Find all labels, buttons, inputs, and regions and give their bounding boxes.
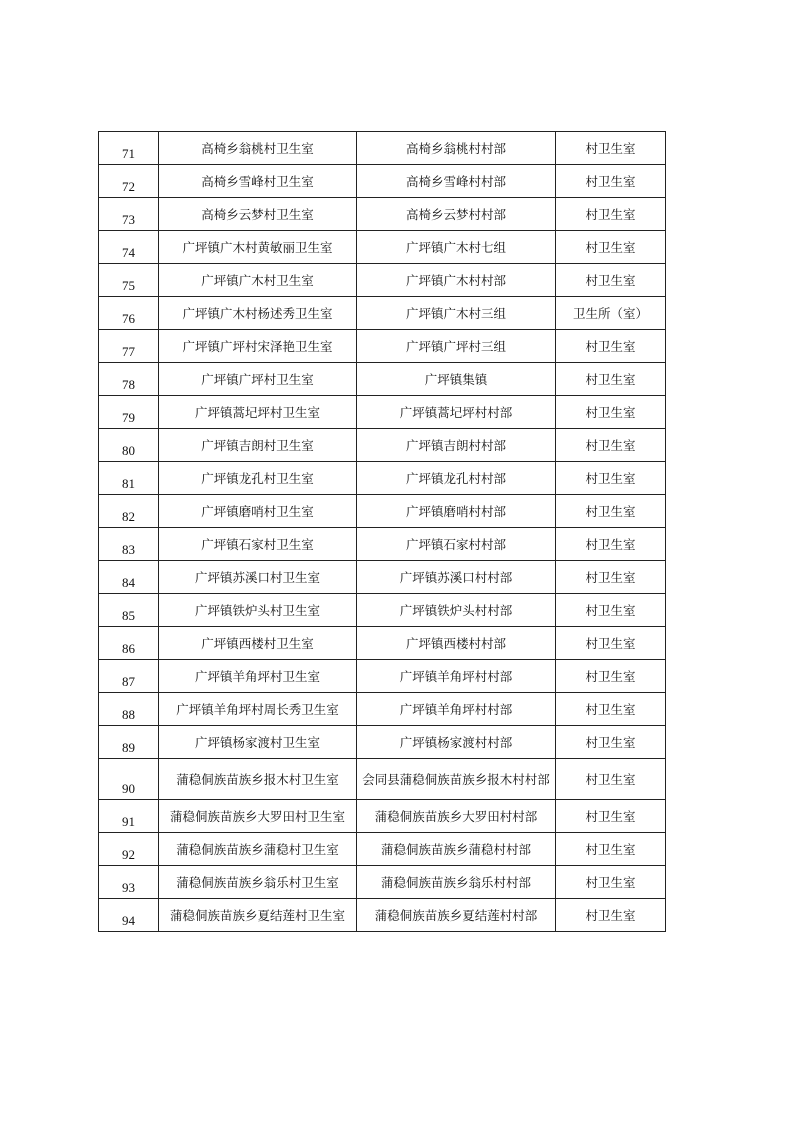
- clinic-name: 广坪镇苏溪口村卫生室: [159, 561, 357, 594]
- row-number: 91: [99, 800, 159, 833]
- row-number: 85: [99, 594, 159, 627]
- row-number: 72: [99, 165, 159, 198]
- clinic-address: 广坪镇蒿圮坪村村部: [357, 396, 556, 429]
- clinic-address: 高椅乡翁桃村村部: [357, 132, 556, 165]
- clinic-type: 村卫生室: [556, 330, 666, 363]
- row-number: 84: [99, 561, 159, 594]
- clinic-address: 高椅乡云梦村村部: [357, 198, 556, 231]
- table-row: [99, 231, 666, 264]
- row-number: 80: [99, 429, 159, 462]
- table-row: [99, 561, 666, 594]
- clinic-type: 村卫生室: [556, 264, 666, 297]
- clinic-name: 蒲稳侗族苗族乡报木村卫生室: [159, 759, 357, 800]
- clinic-name: 高椅乡雪峰村卫生室: [159, 165, 357, 198]
- clinic-type: 村卫生室: [556, 627, 666, 660]
- table-row: [99, 866, 666, 899]
- clinic-address: 广坪镇广木村村部: [357, 264, 556, 297]
- clinic-name: 广坪镇羊角坪村卫生室: [159, 660, 357, 693]
- row-number: 81: [99, 462, 159, 495]
- clinic-type: 村卫生室: [556, 363, 666, 396]
- clinic-address: 广坪镇广坪村三组: [357, 330, 556, 363]
- table-row: [99, 396, 666, 429]
- clinic-name: 广坪镇西楼村卫生室: [159, 627, 357, 660]
- table-row: [99, 198, 666, 231]
- row-number: 75: [99, 264, 159, 297]
- clinic-name: 广坪镇广木村杨述秀卫生室: [159, 297, 357, 330]
- clinic-type: 村卫生室: [556, 833, 666, 866]
- clinic-address: 蒲稳侗族苗族乡翁乐村村部: [357, 866, 556, 899]
- clinic-name: 蒲稳侗族苗族乡大罗田村卫生室: [159, 800, 357, 833]
- clinic-address: 蒲稳侗族苗族乡大罗田村村部: [357, 800, 556, 833]
- table-row: [99, 495, 666, 528]
- clinic-name: 广坪镇石家村卫生室: [159, 528, 357, 561]
- clinic-address: 蒲稳侗族苗族乡夏结莲村村部: [357, 899, 556, 932]
- row-number: 71: [99, 132, 159, 165]
- row-number: 87: [99, 660, 159, 693]
- table-row: [99, 528, 666, 561]
- clinic-address: 广坪镇苏溪口村村部: [357, 561, 556, 594]
- table-row: [99, 330, 666, 363]
- clinic-name: 高椅乡云梦村卫生室: [159, 198, 357, 231]
- clinic-type: 村卫生室: [556, 660, 666, 693]
- clinic-type: 村卫生室: [556, 528, 666, 561]
- table-row: [99, 264, 666, 297]
- clinic-name: 广坪镇吉朗村卫生室: [159, 429, 357, 462]
- clinic-type: 村卫生室: [556, 800, 666, 833]
- clinic-type: 村卫生室: [556, 561, 666, 594]
- row-number: 90: [99, 759, 159, 800]
- table-row: [99, 693, 666, 726]
- clinic-address: 广坪镇铁炉头村村部: [357, 594, 556, 627]
- clinic-address: 广坪镇集镇: [357, 363, 556, 396]
- row-number: 76: [99, 297, 159, 330]
- clinic-type: 村卫生室: [556, 462, 666, 495]
- clinic-type: 村卫生室: [556, 198, 666, 231]
- clinic-address: 广坪镇广木村三组: [357, 297, 556, 330]
- clinic-name: 广坪镇广坪村卫生室: [159, 363, 357, 396]
- row-number: 88: [99, 693, 159, 726]
- table-row: [99, 297, 666, 330]
- row-number: 77: [99, 330, 159, 363]
- row-number: 78: [99, 363, 159, 396]
- clinic-name: 广坪镇龙孔村卫生室: [159, 462, 357, 495]
- clinic-name: 广坪镇磨哨村卫生室: [159, 495, 357, 528]
- clinic-name: 广坪镇铁炉头村卫生室: [159, 594, 357, 627]
- row-number: 73: [99, 198, 159, 231]
- row-number: 92: [99, 833, 159, 866]
- table-row: [99, 594, 666, 627]
- clinic-address: 高椅乡雪峰村村部: [357, 165, 556, 198]
- clinic-address: 蒲稳侗族苗族乡蒲稳村村部: [357, 833, 556, 866]
- clinic-name: 广坪镇广木村卫生室: [159, 264, 357, 297]
- clinic-type: 村卫生室: [556, 899, 666, 932]
- table-body: [99, 132, 666, 932]
- clinic-name: 蒲稳侗族苗族乡蒲稳村卫生室: [159, 833, 357, 866]
- clinic-name: 蒲稳侗族苗族乡翁乐村卫生室: [159, 866, 357, 899]
- row-number: 79: [99, 396, 159, 429]
- table-row: [99, 165, 666, 198]
- clinic-type: 村卫生室: [556, 726, 666, 759]
- row-number: 83: [99, 528, 159, 561]
- row-number: 86: [99, 627, 159, 660]
- clinic-address: 会同县蒲稳侗族苗族乡报木村村部: [357, 759, 556, 800]
- table-row: [99, 800, 666, 833]
- row-number: 74: [99, 231, 159, 264]
- table-row: [99, 660, 666, 693]
- clinic-table: [98, 131, 666, 932]
- table-row: [99, 899, 666, 932]
- table-row: [99, 759, 666, 800]
- clinic-name: 高椅乡翁桃村卫生室: [159, 132, 357, 165]
- clinic-type: 村卫生室: [556, 429, 666, 462]
- clinic-type: 卫生所（室）: [556, 297, 666, 330]
- clinic-type: 村卫生室: [556, 594, 666, 627]
- clinic-type: 村卫生室: [556, 759, 666, 800]
- clinic-type: 村卫生室: [556, 231, 666, 264]
- clinic-address: 广坪镇广木村七组: [357, 231, 556, 264]
- clinic-type: 村卫生室: [556, 693, 666, 726]
- table-row: [99, 363, 666, 396]
- table-row: [99, 627, 666, 660]
- clinic-address: 广坪镇杨家渡村村部: [357, 726, 556, 759]
- row-number: 93: [99, 866, 159, 899]
- clinic-address: 广坪镇石家村村部: [357, 528, 556, 561]
- clinic-address: 广坪镇西楼村村部: [357, 627, 556, 660]
- clinic-name: 广坪镇广木村黄敏丽卫生室: [159, 231, 357, 264]
- table-row: [99, 726, 666, 759]
- clinic-type: 村卫生室: [556, 495, 666, 528]
- clinic-name: 广坪镇蒿圮坪村卫生室: [159, 396, 357, 429]
- table-row: [99, 132, 666, 165]
- clinic-name: 广坪镇杨家渡村卫生室: [159, 726, 357, 759]
- clinic-address: 广坪镇羊角坪村村部: [357, 693, 556, 726]
- clinic-name: 蒲稳侗族苗族乡夏结莲村卫生室: [159, 899, 357, 932]
- clinic-address: 广坪镇羊角坪村村部: [357, 660, 556, 693]
- clinic-name: 广坪镇广坪村宋泽艳卫生室: [159, 330, 357, 363]
- clinic-name: 广坪镇羊角坪村周长秀卫生室: [159, 693, 357, 726]
- clinic-address: 广坪镇吉朗村村部: [357, 429, 556, 462]
- clinic-type: 村卫生室: [556, 396, 666, 429]
- table-row: [99, 429, 666, 462]
- row-number: 94: [99, 899, 159, 932]
- table-row: [99, 462, 666, 495]
- row-number: 82: [99, 495, 159, 528]
- table-row: [99, 833, 666, 866]
- clinic-type: 村卫生室: [556, 866, 666, 899]
- clinic-address: 广坪镇磨哨村村部: [357, 495, 556, 528]
- clinic-address: 广坪镇龙孔村村部: [357, 462, 556, 495]
- clinic-type: 村卫生室: [556, 165, 666, 198]
- row-number: 89: [99, 726, 159, 759]
- clinic-type: 村卫生室: [556, 132, 666, 165]
